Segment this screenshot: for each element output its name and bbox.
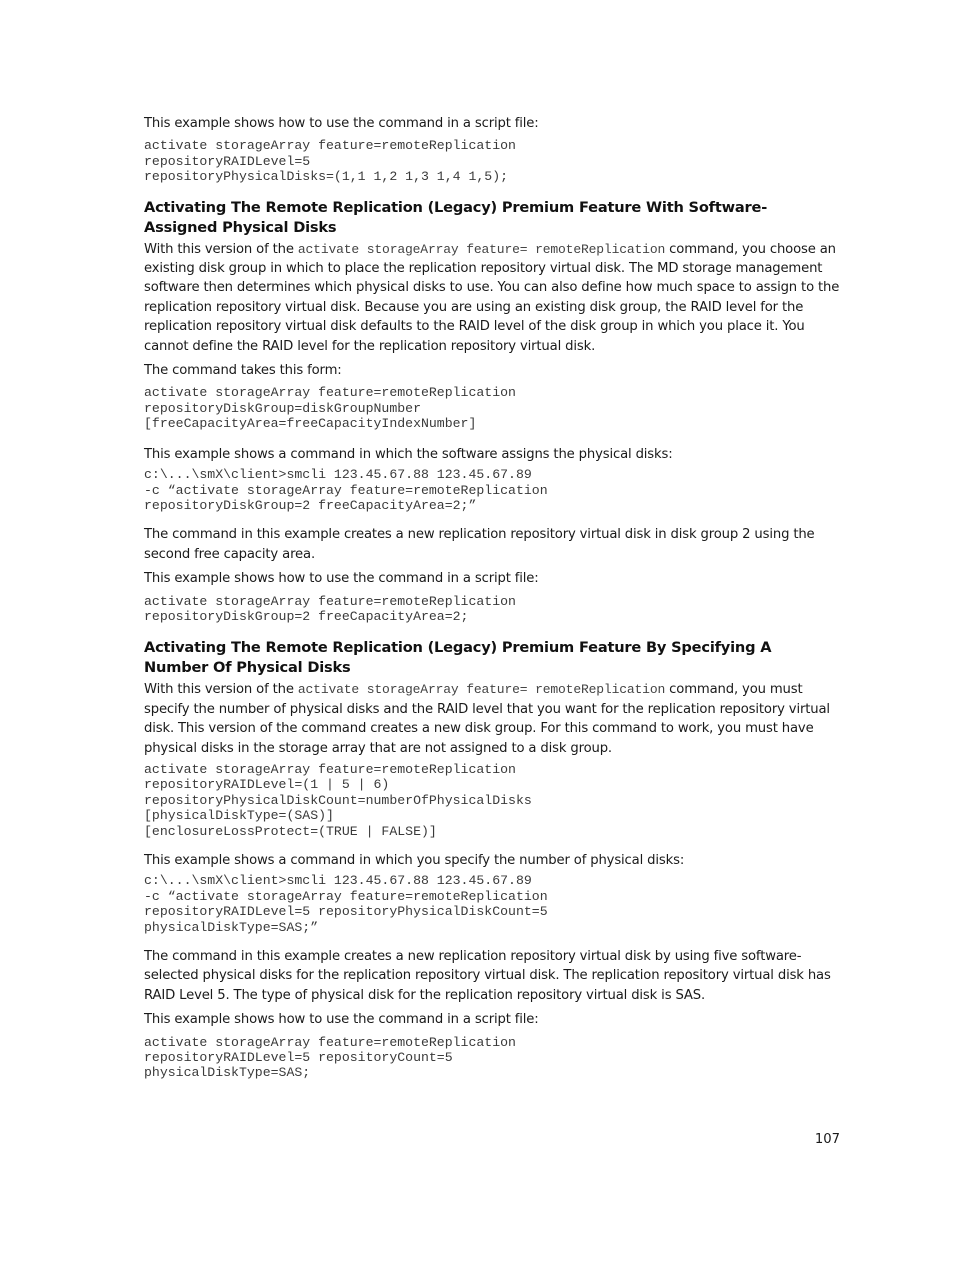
section-heading-software-assigned: Activating The Remote Replication (Legacy) Premium Feature With Software-Assigned Physical Disks: [144, 198, 768, 236]
code-line: c:\...\smX\client>smcli 123.45.67.88 123.45.67.89: [144, 467, 532, 483]
description-text-end: command, you must specify the number of physical disks and the RAID level that you want for the replication repository virtual disk. This version of the command creates a new disk group. For this command to work, you must have physical disks in the storage array that are not assigned to a disk group.: [144, 682, 830, 756]
code-line: repositoryRAIDLevel=5 repositoryPhysicalDiskCount=5: [144, 904, 548, 920]
page-number: 107: [814, 1132, 840, 1147]
code-line: repositoryPhysicalDiskCount=numberOfPhysicalDisks: [144, 792, 532, 808]
code-example-5: [144, 1035, 840, 1081]
example-explanation-2: The command in this example creates a new replication repository virtual disk in disk group 2 using the second free capacity area.: [144, 527, 815, 562]
code-line: repositoryDiskGroup=2 freeCapacityArea=2;”: [144, 497, 477, 513]
code-line: repositoryRAIDLevel=5 repositoryCount=5: [144, 1050, 453, 1066]
code-line: activate storageArray feature=remoteReplication: [144, 138, 516, 154]
example-explanation-4: The command in this example creates a new replication repository virtual disk by using five software-selected physical disks for the replication repository virtual disk. The replication repository virtual disk has RAID Level 5. The type of physical disk for the replication repository virtual disk is SAS.: [144, 949, 831, 1003]
description-software-assigned: [144, 240, 840, 356]
page-content: [144, 114, 840, 1081]
code-line: repositoryRAIDLevel=5: [144, 153, 311, 169]
description-number-of-disks: [144, 680, 840, 758]
code-example-2: [144, 467, 840, 513]
code-line: physicalDiskType=SAS;”: [144, 919, 319, 935]
code-line: repositoryRAIDLevel=(1 | 5 | 6): [144, 777, 390, 793]
section-heading-number-of-disks: Activating The Remote Replication (Legacy) Premium Feature By Specifying A Number Of Physical Disks: [144, 639, 772, 677]
code-line: repositoryPhysicalDisks=(1,1 1,2 1,3 1,4 1,5);: [144, 169, 509, 185]
example-intro-text-2: This example shows a command in which the software assigns the physical disks:: [144, 446, 673, 462]
code-line: activate storageArray feature=remoteReplication: [144, 385, 516, 401]
code-line: -c “activate storageArray feature=remoteReplication: [144, 482, 548, 498]
description-text-end: command, you choose an existing disk group in which to place the replication repository virtual disk. The MD storage management software then determines which physical disks to use. You can also define how much space to assign to the replication repository virtual disk. Because you are using an existing disk group, the RAID level for the replication repository virtual disk defaults to the RAID level of the disk group in which you place it. You cannot define the RAID level for the replication repository virtual disk.: [144, 241, 840, 354]
intro-text-3: This example shows how to use the command in a script file:: [144, 571, 539, 587]
example-intro-text-4: This example shows a command in which you specify the number of physical disks:: [144, 853, 685, 868]
intro-text-1: This example shows how to use the command in a script file:: [144, 116, 539, 131]
code-line: repositoryDiskGroup=diskGroupNumber: [144, 400, 421, 416]
code-example-1: [144, 138, 840, 184]
description-text-start: With this version of the: [144, 241, 298, 257]
code-example-3: [144, 594, 840, 625]
description-text-start: With this version of the: [144, 682, 298, 698]
code-form-2: [144, 762, 840, 839]
code-example-4: [144, 873, 840, 935]
code-line: activate storageArray feature=remoteReplication: [144, 761, 516, 777]
inline-command: activate storageArray feature= remoteReplication: [297, 241, 666, 257]
code-line: activate storageArray feature=remoteReplication: [144, 1034, 516, 1050]
intro-text-5: This example shows how to use the command in a script file:: [144, 1012, 539, 1028]
code-line: repositoryDiskGroup=2 freeCapacityArea=2;: [144, 608, 469, 624]
code-form-1: [144, 385, 840, 431]
code-line: -c “activate storageArray feature=remoteReplication: [144, 888, 548, 904]
code-line: physicalDiskType=SAS;: [144, 1065, 311, 1081]
code-line: [freeCapacityArea=freeCapacityIndexNumber]: [144, 416, 477, 432]
code-line: c:\...\smX\client>smcli 123.45.67.88 123.45.67.89: [144, 873, 532, 889]
inline-command: activate storageArray feature= remoteReplication: [297, 682, 666, 698]
code-line: [physicalDiskType=(SAS)]: [144, 808, 334, 824]
code-line: [enclosureLossProtect=(TRUE | FALSE)]: [144, 823, 437, 839]
code-line: activate storageArray feature=remoteReplication: [144, 593, 516, 609]
form-intro-text: The command takes this form:: [144, 363, 342, 379]
